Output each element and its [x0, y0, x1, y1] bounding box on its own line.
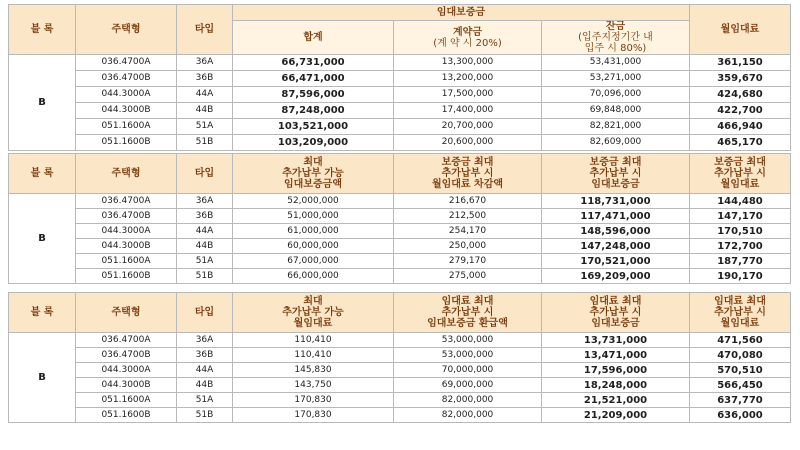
table-cell: 044.3000A — [76, 363, 177, 378]
table-cell: 144,480 — [690, 194, 791, 209]
table-cell: 36A — [177, 55, 233, 71]
table-cell: 424,680 — [690, 87, 791, 103]
table-cell: 51,000,000 — [233, 209, 394, 224]
table1-body — [9, 55, 791, 151]
balance-note-2: 입주 시 80%) — [584, 43, 647, 54]
h-line: 추가납부 시 — [589, 168, 642, 179]
table-cell: 21,209,000 — [542, 408, 690, 423]
table-row — [9, 55, 791, 71]
table-cell: 471,560 — [690, 333, 791, 348]
table-cell: 566,450 — [690, 378, 791, 393]
table-cell: 53,000,000 — [394, 348, 542, 363]
table-cell: 145,830 — [233, 363, 394, 378]
table-row — [9, 135, 791, 151]
rental-deposit-table — [8, 4, 791, 151]
h-line: 임대보증금 — [591, 318, 640, 329]
table-row — [9, 119, 791, 135]
table-row — [9, 71, 791, 87]
header-type: 타입 — [177, 154, 233, 194]
table-cell: 36A — [177, 194, 233, 209]
table-cell: 036.4700B — [76, 348, 177, 363]
table-cell: 70,000,000 — [394, 363, 542, 378]
table-cell: 70,096,000 — [542, 87, 690, 103]
table-cell: 21,521,000 — [542, 393, 690, 408]
contract-note: (계 약 시 20%) — [433, 37, 502, 49]
table-cell: 51B — [177, 135, 233, 151]
table-cell: 36A — [177, 333, 233, 348]
table-row — [9, 87, 791, 103]
h-line: 월임대료 — [720, 179, 760, 190]
h-line: 임대료 최대 — [589, 296, 642, 307]
table-row — [9, 239, 791, 254]
table-cell: 51B — [177, 269, 233, 284]
h-line: 월임대료 차감액 — [431, 179, 504, 190]
header-balance — [542, 21, 690, 55]
table-cell: 44B — [177, 378, 233, 393]
table-cell: 170,830 — [233, 393, 394, 408]
table-cell: 143,750 — [233, 378, 394, 393]
h-line: 추가납부 가능 — [282, 168, 344, 179]
table-cell: 17,596,000 — [542, 363, 690, 378]
table-cell: 66,731,000 — [233, 55, 394, 71]
table2-body — [9, 194, 791, 284]
table-cell: 13,471,000 — [542, 348, 690, 363]
table-row — [9, 378, 791, 393]
table-cell: 20,700,000 — [394, 119, 542, 135]
table-row — [9, 103, 791, 119]
table-cell: 187,770 — [690, 254, 791, 269]
table-cell: 465,170 — [690, 135, 791, 151]
table-cell: 466,940 — [690, 119, 791, 135]
table-cell: 36B — [177, 71, 233, 87]
h-line: 임대보증금액 — [284, 179, 342, 190]
table-cell: 147,170 — [690, 209, 791, 224]
table-cell: 044.3000B — [76, 378, 177, 393]
h-line: 추가납부 시 — [441, 168, 494, 179]
table-cell: 110,410 — [233, 333, 394, 348]
table-cell: 67,000,000 — [233, 254, 394, 269]
table-row — [9, 333, 791, 348]
h-line: 최대 — [303, 296, 323, 307]
table-cell: 44B — [177, 239, 233, 254]
table-cell: 051.1600A — [76, 393, 177, 408]
table-cell: 275,000 — [394, 269, 542, 284]
header-rental-deposit: 임대보증금 — [233, 5, 690, 21]
header-total: 합계 — [233, 21, 394, 55]
table-cell: 44A — [177, 363, 233, 378]
h-line: 추가납부 시 — [589, 307, 642, 318]
table-row — [9, 254, 791, 269]
table-cell: 117,471,000 — [542, 209, 690, 224]
header-max-additional-rent — [233, 293, 394, 333]
table-cell: 170,521,000 — [542, 254, 690, 269]
table-cell: 036.4700A — [76, 55, 177, 71]
block-cell: B — [9, 194, 76, 284]
table-cell: 254,170 — [394, 224, 542, 239]
table3-body — [9, 333, 791, 423]
h-line: 보증금 최대 — [714, 157, 766, 168]
h-line: 임대료 최대 — [714, 296, 766, 307]
header-block: 블 록 — [9, 154, 76, 194]
table-cell: 69,000,000 — [394, 378, 542, 393]
table-cell: 66,471,000 — [233, 71, 394, 87]
table-cell: 52,000,000 — [233, 194, 394, 209]
table-cell: 570,510 — [690, 363, 791, 378]
table-cell: 103,209,000 — [233, 135, 394, 151]
header-block: 블 록 — [9, 5, 76, 55]
table-cell: 036.4700B — [76, 209, 177, 224]
table-cell: 20,600,000 — [394, 135, 542, 151]
table-cell: 53,271,000 — [542, 71, 690, 87]
table-cell: 212,500 — [394, 209, 542, 224]
h-line: 추가납부 시 — [714, 307, 766, 318]
table-cell: 361,150 — [690, 55, 791, 71]
header-block: 블 록 — [9, 293, 76, 333]
table-cell: 051.1600B — [76, 408, 177, 423]
table-cell: 051.1600A — [76, 119, 177, 135]
table-cell: 51A — [177, 254, 233, 269]
header-resulting-rent — [690, 154, 791, 194]
table-cell: 170,510 — [690, 224, 791, 239]
table-cell: 17,400,000 — [394, 103, 542, 119]
h-line: 보증금 최대 — [441, 157, 494, 168]
header-housing-type: 주택형 — [76, 293, 177, 333]
table-cell: 44B — [177, 103, 233, 119]
header-monthly-rent: 월임대료 — [690, 5, 791, 55]
header-housing-type: 주택형 — [76, 5, 177, 55]
table-row — [9, 408, 791, 423]
h-line: 임대료 최대 — [441, 296, 494, 307]
table-cell: 87,596,000 — [233, 87, 394, 103]
header-resulting-rent — [690, 293, 791, 333]
table-cell: 044.3000B — [76, 239, 177, 254]
balance-note: (입주지정기간 내 — [578, 32, 653, 43]
table-cell: 51A — [177, 119, 233, 135]
table-cell: 51A — [177, 393, 233, 408]
header-max-additional-deposit — [233, 154, 394, 194]
table-cell: 53,000,000 — [394, 333, 542, 348]
table-row — [9, 348, 791, 363]
table-cell: 359,670 — [690, 71, 791, 87]
table-cell: 036.4700A — [76, 333, 177, 348]
table-cell: 13,731,000 — [542, 333, 690, 348]
table-cell: 250,000 — [394, 239, 542, 254]
table-cell: 279,170 — [394, 254, 542, 269]
table-cell: 036.4700A — [76, 194, 177, 209]
header-type: 타입 — [177, 293, 233, 333]
table-cell: 172,700 — [690, 239, 791, 254]
table-row — [9, 393, 791, 408]
h-line: 추가납부 시 — [441, 307, 494, 318]
header-deposit-refund — [394, 293, 542, 333]
deposit-conversion-table — [8, 153, 791, 284]
table-row — [9, 363, 791, 378]
table-cell: 44A — [177, 87, 233, 103]
table-cell: 118,731,000 — [542, 194, 690, 209]
table-cell: 470,080 — [690, 348, 791, 363]
header-rent-deduction — [394, 154, 542, 194]
table-cell: 169,209,000 — [542, 269, 690, 284]
table-cell: 13,200,000 — [394, 71, 542, 87]
table-cell: 36B — [177, 348, 233, 363]
h-line: 보증금 최대 — [589, 157, 642, 168]
table-cell: 69,848,000 — [542, 103, 690, 119]
table-row — [9, 269, 791, 284]
h-line: 추가납부 시 — [714, 168, 766, 179]
table-cell: 636,000 — [690, 408, 791, 423]
table-cell: 60,000,000 — [233, 239, 394, 254]
table-cell: 044.3000A — [76, 87, 177, 103]
table-cell: 44A — [177, 224, 233, 239]
header-contract-deposit — [394, 21, 542, 55]
table-cell: 103,521,000 — [233, 119, 394, 135]
table-cell: 051.1600A — [76, 254, 177, 269]
h-line: 추가납부 가능 — [282, 307, 344, 318]
table-cell: 61,000,000 — [233, 224, 394, 239]
table-cell: 036.4700B — [76, 71, 177, 87]
table-cell: 82,000,000 — [394, 393, 542, 408]
contract-label: 계약금 — [453, 26, 482, 38]
table-cell: 216,670 — [394, 194, 542, 209]
table-cell: 87,248,000 — [233, 103, 394, 119]
table-cell: 53,431,000 — [542, 55, 690, 71]
table-cell: 18,248,000 — [542, 378, 690, 393]
rent-conversion-table — [8, 292, 791, 423]
table-cell: 044.3000B — [76, 103, 177, 119]
table-cell: 17,500,000 — [394, 87, 542, 103]
table-cell: 190,170 — [690, 269, 791, 284]
block-cell: B — [9, 333, 76, 423]
table-cell: 13,300,000 — [394, 55, 542, 71]
table-row — [9, 194, 791, 209]
header-resulting-deposit — [542, 293, 690, 333]
table-cell: 637,770 — [690, 393, 791, 408]
table-cell: 051.1600B — [76, 269, 177, 284]
balance-label: 잔금 — [605, 21, 626, 32]
h-line: 월임대료 — [293, 318, 333, 329]
block-cell: B — [9, 55, 76, 151]
table-cell: 051.1600B — [76, 135, 177, 151]
table-row — [9, 224, 791, 239]
h-line: 임대보증금 — [591, 179, 640, 190]
table-cell: 66,000,000 — [233, 269, 394, 284]
header-resulting-deposit — [542, 154, 690, 194]
header-housing-type: 주택형 — [76, 154, 177, 194]
table-cell: 51B — [177, 408, 233, 423]
table-cell: 044.3000A — [76, 224, 177, 239]
table-cell: 36B — [177, 209, 233, 224]
table-cell: 82,609,000 — [542, 135, 690, 151]
table-row — [9, 209, 791, 224]
table-cell: 148,596,000 — [542, 224, 690, 239]
table-cell: 82,821,000 — [542, 119, 690, 135]
table-cell: 147,248,000 — [542, 239, 690, 254]
h-line: 월임대료 — [720, 318, 760, 329]
table-cell: 422,700 — [690, 103, 791, 119]
h-line: 최대 — [303, 157, 323, 168]
table-cell: 82,000,000 — [394, 408, 542, 423]
table-cell: 170,830 — [233, 408, 394, 423]
header-type: 타입 — [177, 5, 233, 55]
h-line: 임대보증금 환급액 — [427, 318, 508, 329]
table-cell: 110,410 — [233, 348, 394, 363]
